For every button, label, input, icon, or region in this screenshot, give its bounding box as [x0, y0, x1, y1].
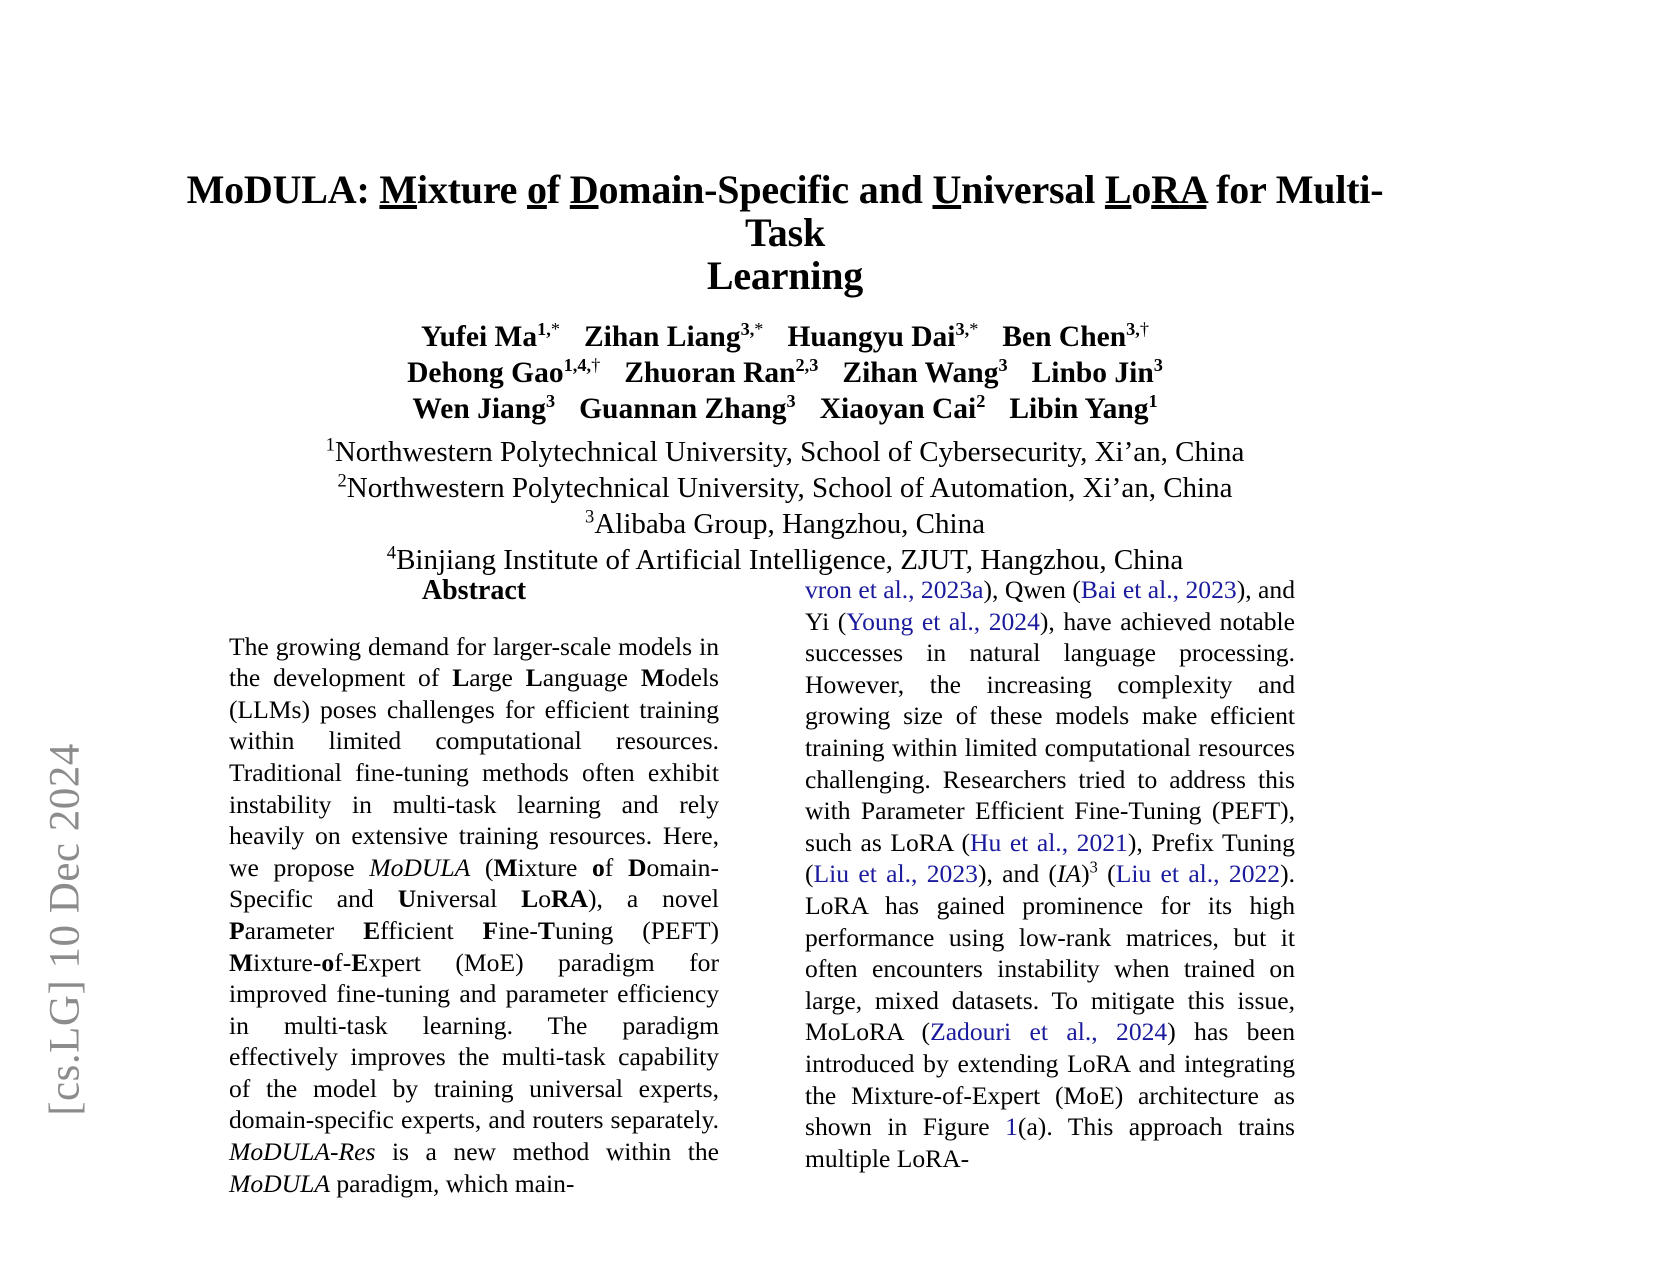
affiliation-item [185, 470, 1385, 506]
title-text-1: ixture [416, 167, 528, 212]
abstract-text: is a new method within the [375, 1137, 719, 1167]
arxiv-sidebar-stamp: [cs.LG] 10 Dec 2024 [41, 743, 89, 1116]
title-text-2: f [546, 167, 570, 212]
author-entry [1009, 390, 1158, 425]
author-entry [412, 390, 556, 425]
abstract-bold: o [321, 947, 335, 977]
author-note-symbol: * [550, 318, 560, 339]
paper-header [185, 167, 1385, 1198]
author-affil-number: 3 [998, 354, 1008, 375]
author-affil-marker [796, 355, 819, 375]
figure-reference-link[interactable]: 1 [1005, 1112, 1018, 1142]
abstract-text: anguage [542, 663, 641, 693]
abstract-text: ixture- [253, 947, 322, 977]
abstract-text: The growing demand for larger-scale models in the development of [229, 631, 719, 693]
author-affil-marker [955, 319, 978, 339]
title-underline-a: A [1179, 167, 1207, 212]
title-underline-r: R [1151, 167, 1180, 212]
author-name: Huangyu Dai [787, 320, 956, 353]
abstract-heading: Abstract [421, 575, 527, 606]
abstract-text: uning (PEFT) [555, 915, 719, 945]
abstract-text: f- [334, 947, 352, 977]
affiliation-item [185, 506, 1385, 542]
intro-text: ), Prefix Tuning ( [805, 827, 1295, 889]
author-affil-number: 3 [1153, 354, 1163, 375]
author-note-symbol: † [1139, 318, 1149, 339]
abstract-text: ine- [498, 915, 538, 945]
abstract-text: xpert (MoE) paradigm for improved fine-tuning and parameter efficiency in multi-task learning. The paradigm effectively improves the multi-task capability of the model by training universal experts, domain-specific experts, and routers separately. [229, 947, 719, 1135]
author-name: Zihan Liang [583, 320, 741, 353]
abstract-text: f [604, 852, 629, 882]
title-text-3: omain-Specific and [598, 167, 933, 212]
author-entry [421, 318, 560, 353]
author-affil-marker [564, 355, 601, 375]
author-entry [407, 354, 601, 389]
author-entry [842, 354, 1008, 389]
author-affil-number: 1, [537, 318, 551, 339]
page-title [185, 168, 1385, 298]
author-affil-marker [1154, 355, 1163, 375]
affiliation-text: Alibaba Group, Hangzhou, China [594, 507, 985, 540]
author-affil-marker [1126, 319, 1149, 339]
affiliation-item [185, 542, 1385, 578]
author-name: Zhuoran Ran [624, 356, 796, 389]
abstract-italic-method: MoDULA [229, 1168, 330, 1198]
title-underline-d: D [569, 167, 599, 212]
affiliation-marker: 2 [337, 469, 347, 491]
author-affil-marker [998, 355, 1007, 375]
author-row [185, 392, 1385, 428]
intro-text: ) has been introduced by extending LoRA and integrating the Mixture-of-Expert (MoE) architecture as shown in Figure [805, 1017, 1295, 1142]
author-note-symbol: * [754, 318, 764, 339]
intro-text: (a). This approach trains multiple LoRA- [805, 1112, 1295, 1173]
author-entry [579, 390, 796, 425]
abstract-text: ), a novel [587, 884, 719, 914]
abstract-text: omain-Specific and [229, 852, 719, 914]
abstract-text: niversal [416, 884, 522, 914]
abstract-italic-method: MoDULA [369, 852, 471, 882]
author-name: Linbo Jin [1031, 356, 1154, 389]
author-name: Dehong Gao [407, 356, 564, 389]
abstract-bold: T [537, 915, 555, 945]
math-close-paren: ) [1081, 859, 1090, 889]
abstract-text: arameter [244, 915, 364, 945]
affiliation-marker: 1 [325, 433, 335, 455]
intro-text: ), Qwen ( [983, 575, 1081, 604]
author-entry [819, 390, 986, 425]
abstract-bold: R [551, 884, 570, 914]
author-name: Ben Chen [1002, 320, 1127, 353]
author-name: Xiaoyan Cai [819, 392, 977, 425]
abstract-bold: L [525, 663, 543, 693]
author-entry [583, 318, 764, 353]
abstract-bold: A [569, 884, 588, 914]
abstract-bold: D [628, 852, 647, 882]
title-text-5: o [1131, 167, 1152, 212]
author-affil-number: 2 [976, 390, 986, 411]
title-text-4: niversal [961, 167, 1105, 212]
affiliation-text: Northwestern Polytechnical University, School of Cybersecurity, Xi’an, China [334, 435, 1245, 468]
author-name: Yufei Ma [421, 320, 538, 353]
introduction-column [805, 574, 1295, 1174]
citation-link[interactable]: Bai et al., 2023 [1080, 575, 1237, 604]
intro-text: ), and Yi ( [805, 575, 1295, 636]
author-entry [787, 318, 979, 353]
math-notation-ia: IA [1056, 859, 1082, 889]
affiliation-item [185, 434, 1385, 470]
abstract-bold: P [229, 915, 245, 945]
abstract-column [229, 574, 719, 1199]
citation-link[interactable]: Hu et al., 2021 [969, 827, 1128, 857]
author-affil-marker [787, 391, 796, 411]
abstract-bold: M [229, 947, 254, 977]
affiliation-marker: 4 [386, 542, 397, 564]
abstract-text: ixture [517, 852, 592, 882]
affiliation-list [185, 434, 1385, 578]
author-note-symbol: * [969, 318, 979, 339]
abstract-bold: E [351, 947, 369, 977]
abstract-bold: L [521, 884, 539, 914]
citation-link[interactable]: Young et al., 2024 [846, 606, 1040, 636]
intro-text: ), have achieved notable successes in natural language processing. However, the increasing complexity and growing size of these models make efficient training within limited computational resources challenging. Researchers tried to address this with Parameter Efficient Fine-Tuning (PEFT), such as LoRA ( [805, 606, 1296, 857]
intro-paragraph [805, 574, 1295, 1174]
title-underline-o: o [527, 167, 547, 212]
author-entry [624, 354, 819, 389]
author-note-symbol: † [591, 354, 601, 375]
abstract-bold: F [482, 915, 499, 945]
author-affil-marker [741, 319, 764, 339]
abstract-paragraph [229, 631, 719, 1200]
abstract-text: ( [470, 852, 494, 882]
author-affil-number: 3 [786, 390, 796, 411]
author-list [185, 320, 1385, 428]
math-exponent: 3 [1089, 857, 1098, 877]
intro-text: ), and ( [977, 859, 1057, 889]
author-affil-number: 3, [740, 318, 755, 339]
citation-link[interactable]: vron et al., 2023a [805, 575, 984, 604]
title-underline-l: L [1104, 167, 1132, 212]
abstract-bold: M [640, 663, 665, 693]
affiliation-text: Northwestern Polytechnical University, School of Automation, Xi’an, China [346, 471, 1233, 504]
abstract-text: arge [469, 663, 526, 693]
abstract-bold: o [592, 852, 605, 882]
abstract-text: odels (LLMs) poses challenges for efficient training within limited computational resources. Traditional fine-tuning methods often exhibit instability in multi-task learning and rely heavily on extensive training resources. Here, we propose [229, 663, 720, 882]
author-affil-number: 2,3 [795, 354, 819, 375]
author-affil-number: 3, [1126, 318, 1140, 339]
abstract-text: o [538, 884, 552, 914]
author-row [185, 356, 1385, 392]
author-name: Guannan Zhang [579, 392, 787, 425]
author-affil-number: 3 [545, 390, 556, 411]
abstract-bold: M [493, 852, 518, 882]
intro-text: ). LoRA has gained prominence for its high performance using low-rank matrices, but it often encounters instability when trained on large, mixed datasets. To mitigate this issue, MoLoRA ( [805, 859, 1296, 1047]
affiliation-marker: 3 [585, 506, 595, 528]
intro-text: ( [1097, 859, 1116, 889]
author-affil-marker [976, 391, 985, 411]
citation-link[interactable]: Liu et al., 2023 [813, 859, 978, 889]
abstract-italic-method: MoDULA-Res [229, 1137, 376, 1167]
abstract-bold: L [452, 663, 470, 693]
citation-link[interactable]: Liu et al., 2022 [1115, 859, 1281, 889]
abstract-bold: U [397, 884, 417, 914]
author-entry [1002, 318, 1149, 353]
author-affil-number: 3, [955, 318, 970, 339]
title-line-2: Learning [706, 253, 864, 299]
author-name: Wen Jiang [412, 392, 546, 425]
author-entry [1031, 354, 1163, 389]
abstract-text: fficient [380, 915, 483, 945]
title-underline-u: U [932, 167, 962, 212]
two-column-body [185, 574, 1385, 1274]
author-row [185, 320, 1385, 356]
abstract-text: paradigm, which main- [329, 1168, 575, 1198]
author-affil-number: 1,4, [563, 354, 592, 375]
author-affil-marker [537, 319, 560, 339]
abstract-bold: E [363, 915, 381, 945]
title-prefix: MoDULA: [186, 167, 380, 212]
author-name: Libin Yang [1009, 392, 1149, 425]
author-affil-marker [546, 391, 555, 411]
title-text-6: for Multi-Task [744, 167, 1384, 256]
citation-link[interactable]: Zadouri et al., 2024 [930, 1017, 1168, 1047]
title-underline-m: M [379, 167, 417, 212]
author-name: Zihan Wang [842, 356, 999, 389]
affiliation-text: Binjiang Institute of Artificial Intelligence, ZJUT, Hangzhou, China [396, 543, 1184, 576]
author-affil-number: 1 [1148, 390, 1158, 411]
author-affil-marker [1148, 391, 1157, 411]
